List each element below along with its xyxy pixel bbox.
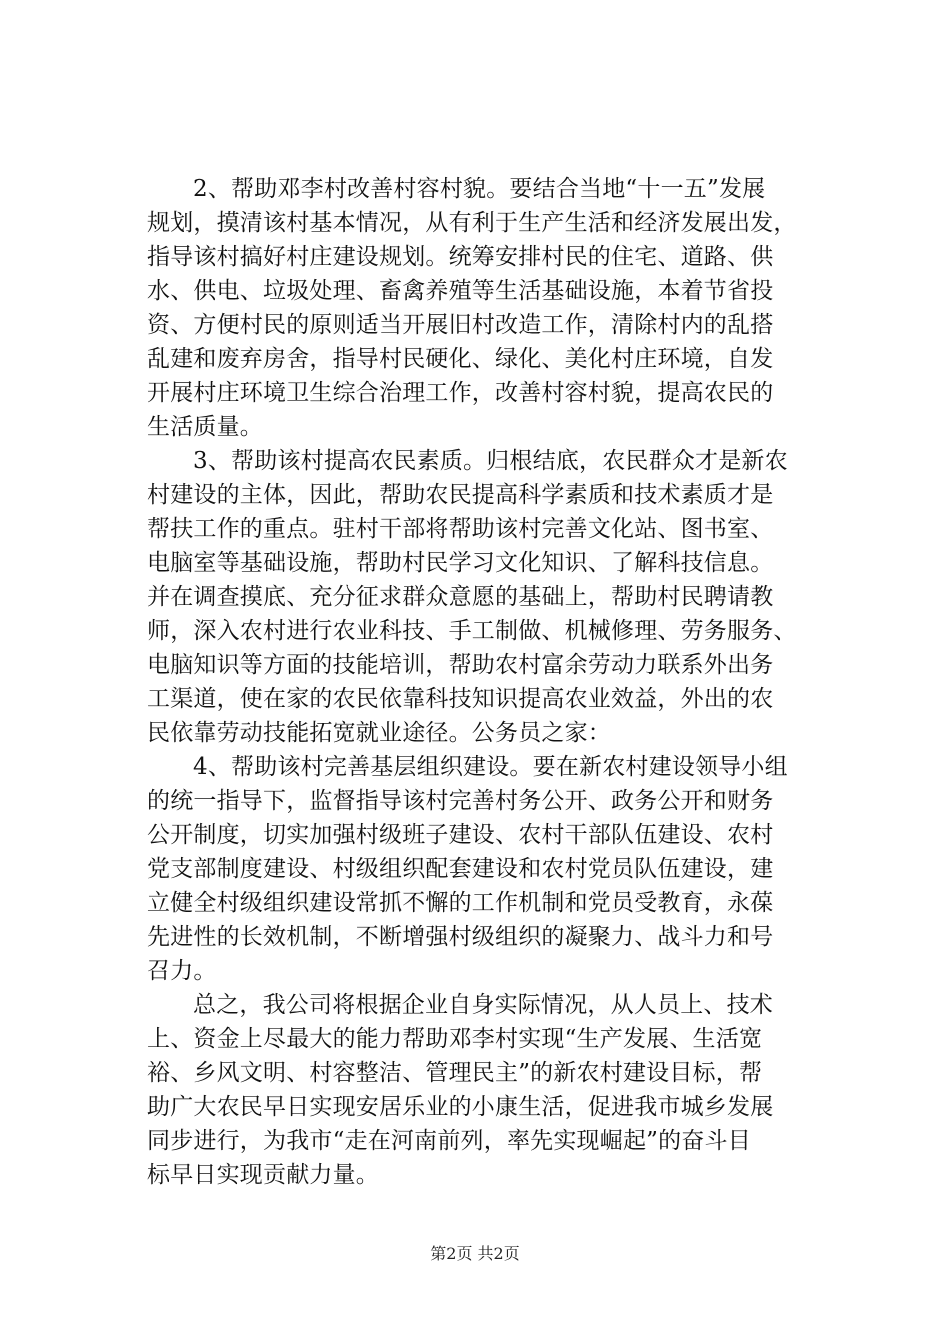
paragraph-4-line: 召力。 [147, 958, 217, 984]
paragraph-2-line: 生活质量。 [147, 414, 263, 440]
paragraph-3-line: 帮扶工作的重点。驻村干部将帮助该村完善文化站、图书室、 [147, 516, 774, 542]
paragraph-2-line: 乱建和废弃房舍，指导村民硬化、绿化、美化村庄环境，自发 [147, 346, 774, 372]
paragraph-3-line: 师，深入农村进行农业科技、手工制做、机械修理、劳务服务、 [147, 618, 797, 644]
paragraph-2-line: 资、方便村民的原则适当开展旧村改造工作，清除村内的乱搭 [147, 312, 774, 338]
page-number-footer: 第2页 共2页 [430, 1244, 520, 1263]
paragraph-2-line: 指导该村搞好村庄建设规划。统筹安排村民的住宅、道路、供 [147, 244, 774, 270]
paragraph-4-line: 立健全村级组织建设常抓不懈的工作机制和党员受教育，永葆 [147, 890, 774, 916]
document-body [147, 172, 827, 1192]
conclusion-line: 标早日实现贡献力量。 [147, 1162, 379, 1188]
paragraph-3-line: 电脑室等基础设施，帮助村民学习文化知识、了解科技信息。 [147, 550, 774, 576]
conclusion-line: 同步进行，为我市“走在河南前列，率先实现崛起”的奋斗目 [147, 1128, 751, 1154]
paragraph-4-line: 4、帮助该村完善基层组织建设。要在新农村建设领导小组 [193, 754, 788, 780]
paragraph-4-line: 党支部制度建设、村级组织配套建设和农村党员队伍建设，建 [147, 856, 774, 882]
paragraph-2-line: 水、供电、垃圾处理、畜禽养殖等生活基础设施，本着节省投 [147, 278, 774, 304]
paragraph-3-line: 村建设的主体，因此，帮助农民提高科学素质和技术素质才是 [147, 482, 774, 508]
paragraph-2-line: 2、帮助邓李村改善村容村貌。要结合当地“十一五”发展 [193, 176, 766, 202]
paragraph-3-line: 3、帮助该村提高农民素质。归根结底，农民群众才是新农 [193, 448, 788, 474]
paragraph-4-line: 公开制度，切实加强村级班子建设、农村干部队伍建设、农村 [147, 822, 774, 848]
conclusion-line: 总之，我公司将根据企业自身实际情况，从人员上、技术 [193, 992, 773, 1018]
paragraph-2-line: 规划，摸清该村基本情况，从有利于生产生活和经济发展出发， [147, 210, 797, 236]
paragraph-3-line: 电脑知识等方面的技能培训，帮助农村富余劳动力联系外出务 [147, 652, 774, 678]
paragraph-4-line: 先进性的长效机制，不断增强村级组织的凝聚力、战斗力和号 [147, 924, 774, 950]
paragraph-2-line: 开展村庄环境卫生综合治理工作，改善村容村貌，提高农民的 [147, 380, 774, 406]
conclusion-line: 上、资金上尽最大的能力帮助邓李村实现“生产发展、生活宽 [147, 1026, 763, 1052]
paragraph-4-line: 的统一指导下，监督指导该村完善村务公开、政务公开和财务 [147, 788, 774, 814]
paragraph-3-line: 并在调查摸底、充分征求群众意愿的基础上，帮助村民聘请教 [147, 584, 774, 610]
paragraph-3-line: 工渠道，使在家的农民依靠科技知识提高农业效益，外出的农 [147, 686, 774, 712]
conclusion-line: 裕、乡风文明、村容整洁、管理民主”的新农村建设目标，帮 [147, 1060, 763, 1086]
conclusion-line: 助广大农民早日实现安居乐业的小康生活，促进我市城乡发展 [147, 1094, 774, 1120]
paragraph-3-line: 民依靠劳动技能拓宽就业途径。公务员之家： [147, 720, 611, 746]
